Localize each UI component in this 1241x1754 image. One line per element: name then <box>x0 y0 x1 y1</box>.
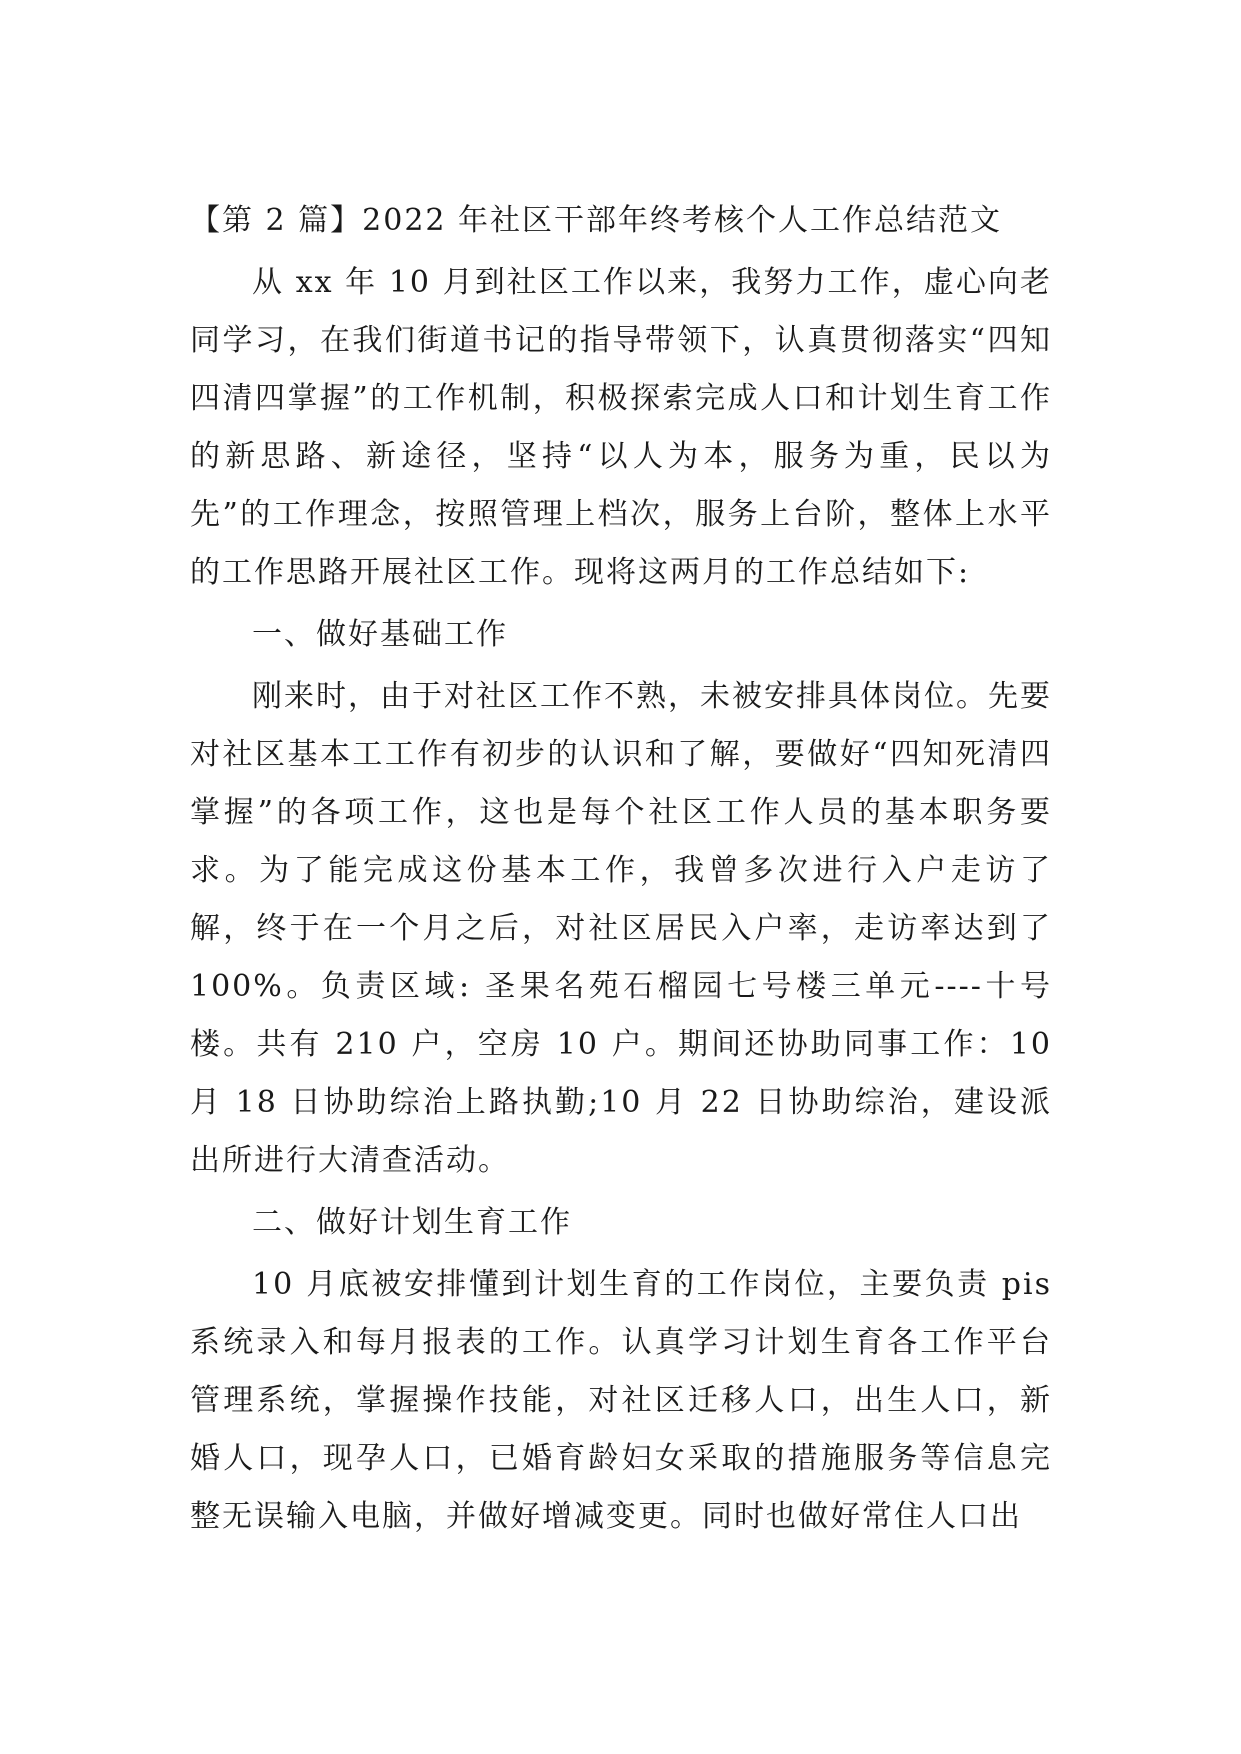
document-body <box>190 192 1052 1550</box>
section-body-2: 10 月底被安排懂到计划生育的工作岗位，主要负责 pis 系统录入和每月报表的工作。认真学习计划生育各工作平台管理系统，掌握操作技能，对社区迁移人口，出生人口，新婚人口，现孕人口，已婚育龄妇女采取的措施服务等信息完整无误输入电脑，并做好增减变更。同时也做好常住人口出 <box>190 1267 1052 1534</box>
section-heading-1: 一、做好基础工作 <box>252 617 508 652</box>
section-body-1: 刚来时，由于对社区工作不熟，未被安排具体岗位。先要对社区基本工工作有初步的认识和了解，要做好“四知死清四掌握”的各项工作，这也是每个社区工作人员的基本职务要求。为了能完成这份基本工作，我曾多次进行入户走访了解，终于在一个月之后，对社区居民入户率，走访率达到了 100%。负责区域: 圣果名苑石榴园七号楼三单元----十号楼。共有 210 户，空房 10 户。期间还协助同事工作：10 月 18 日协助综治上路执勤;10 月 22 日协助综治，建设派出所进行大清查活动。 <box>190 679 1052 1178</box>
document-title: 【第 2 篇】2022 年社区干部年终考核个人工作总结范文 <box>190 203 1003 238</box>
intro-paragraph: 从 xx 年 10 月到社区工作以来，我努力工作，虚心向老同学习，在我们街道书记的指导带领下，认真贯彻落实“四知四清四掌握”的工作机制，积极探索完成人口和计划生育工作的新思路、新途径，坚持“以人为本，服务为重，民以为先”的工作理念，按照管理上档次，服务上台阶，整体上水平的工作思路开展社区工作。现将这两月的工作总结如下: <box>190 265 1052 590</box>
section-heading-2: 二、做好计划生育工作 <box>252 1205 572 1240</box>
